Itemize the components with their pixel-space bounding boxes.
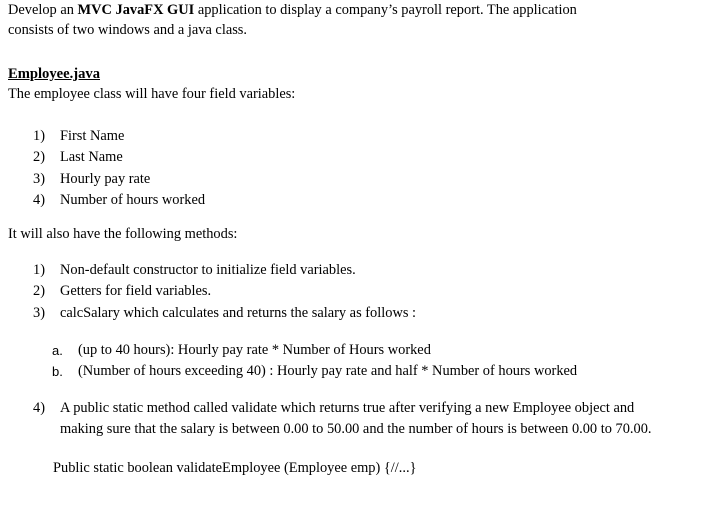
intro-line-1 <box>8 0 708 20</box>
list-item <box>33 169 708 190</box>
list-text: Hourly pay rate <box>60 170 151 187</box>
methods-intro: It will also have the following methods: <box>8 226 238 243</box>
list-text: First Name <box>60 128 125 144</box>
salary-rules-list <box>52 340 708 383</box>
list-item <box>33 190 708 211</box>
list-text: Last Name <box>60 149 123 166</box>
list-item-validate <box>33 398 708 440</box>
intro-text-end: application to display a company’s payroll report. The application <box>194 2 577 18</box>
list-text: calcSalary which calculates and returns the salary as follows : <box>60 304 417 321</box>
list-text: (up to 40 hours): Hourly pay rate * Number of Hours worked <box>78 342 431 359</box>
list-number: 1) <box>33 128 45 144</box>
section-heading: Employee.java <box>8 66 101 82</box>
list-number: 2) <box>33 149 45 166</box>
intro-text-start: Develop an <box>8 2 78 18</box>
list-text: Non-default constructor to initialize field variables. <box>60 262 356 279</box>
fields-list <box>33 126 708 211</box>
list-text: A public static method called validate which returns true after verifying a new Employee object and making sure that the salary is between 0.00 to 50.00 and the number of hours is between 0.00 to 70.00. <box>60 399 652 437</box>
list-item <box>52 361 708 382</box>
list-item <box>33 260 708 281</box>
intro-bold-text: MVC JavaFX GUI <box>77 2 195 18</box>
list-number: 4) <box>33 399 45 416</box>
list-letter: a. <box>52 343 63 359</box>
list-text: Number of hours worked <box>60 191 206 208</box>
method-signature: Public static boolean validateEmployee (Employee emp) {//...} <box>53 459 417 476</box>
document <box>8 0 708 478</box>
fields-intro: The employee class will have four field variables: <box>8 86 296 102</box>
list-item <box>33 303 708 324</box>
list-item <box>52 340 708 361</box>
list-text: (Number of hours exceeding 40) : Hourly pay rate and half * Number of hours worked <box>78 363 578 380</box>
list-item <box>33 147 708 168</box>
intro-line-2: consists of two windows and a java class. <box>8 22 248 38</box>
list-letter: b. <box>52 364 63 380</box>
list-number: 2) <box>33 283 45 300</box>
list-number: 3) <box>33 170 45 187</box>
list-number: 1) <box>33 262 45 279</box>
list-number: 3) <box>33 304 45 321</box>
list-number: 4) <box>33 191 45 208</box>
methods-list <box>33 260 708 324</box>
list-item <box>33 281 708 302</box>
list-text: Getters for field variables. <box>60 283 212 300</box>
list-item <box>33 126 708 147</box>
